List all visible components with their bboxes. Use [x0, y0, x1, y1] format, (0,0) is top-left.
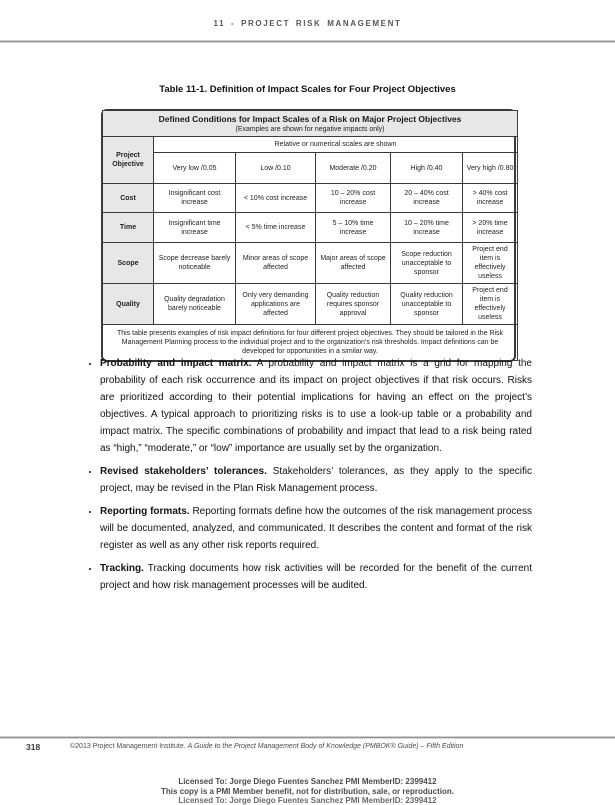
cell-quality-very-high: Project end item is effectively useless — [463, 284, 518, 325]
copyright-book-title: A Guide to the Project Management Body of Knowledge (PMBOK® Guide) – Fifth Edition — [187, 743, 464, 750]
row-label-time: Time — [103, 213, 154, 243]
cell-time-low: < 5% time increase — [236, 213, 316, 243]
cell-quality-high: Quality reduction unacceptable to sponsor — [391, 284, 463, 325]
table-caption: Table 11-1. Definition of Impact Scales for Four Project Objectives — [159, 84, 456, 95]
cell-cost-very-low: Insignificant cost increase — [154, 184, 236, 213]
cell-time-moderate: 5 – 10% time increase — [316, 213, 391, 243]
scale-header-high: High /0.40 — [391, 153, 463, 184]
cell-scope-very-high: Project end item is effectively useless — [463, 243, 518, 284]
bullet-text: A probability and impact matrix is a grid for mapping the probability of each risk occurrence and its impact on project objectives if that risk occurs. Risks are prioritized according to their potential implications for having an effect on the project’s objectives. A typical approach to prioritizing risks is to use a look-up table or a probability and impact matrix. The specific combinations of probability and impact that lead to a risk being rated as “high,” “moderate,” or “low” importance are usually set by the organization. — [100, 358, 532, 454]
corner-cell-project-objective: Project Objective — [103, 137, 154, 184]
cell-quality-moderate: Quality reduction requires sponsor approval — [316, 284, 391, 325]
bullet-text: Tracking documents how risk activities will be recorded for the benefit of the current project and how risk management processes will be audited. — [100, 563, 532, 591]
table-footnote: This table presents examples of risk impact definitions for four different project objectives. They should be tailored in the Risk Management Planning process to the individual project and to the organization’s risk thresholds. Impact definitions can be developed for opportunities in a similar way. — [103, 325, 518, 361]
footer-rule — [0, 736, 615, 739]
table-row-cost — [103, 184, 518, 213]
cell-cost-high: 20 – 40% cost increase — [391, 184, 463, 213]
scales-note-cell: Relative or numerical scales are shown — [154, 137, 518, 153]
cell-cost-low: < 10% cost increase — [236, 184, 316, 213]
cell-scope-low: Minor areas of scope affected — [236, 243, 316, 284]
cell-cost-moderate: 10 – 20% cost increase — [316, 184, 391, 213]
scale-header-row — [103, 153, 518, 184]
license-stamp — [0, 777, 615, 796]
list-item-probability-impact-matrix — [100, 355, 532, 457]
scale-header-low: Low /0.10 — [236, 153, 316, 184]
scales-note-row — [103, 137, 518, 153]
cell-cost-very-high: > 40% cost increase — [463, 184, 518, 213]
bullet-text: Reporting formats define how the outcomes of the risk management process will be documented, analyzed, and communicated. It describes the content and format of the risk register as well as any other risk reports required. — [100, 506, 532, 551]
cell-time-high: 10 – 20% time increase — [391, 213, 463, 243]
cell-scope-high: Scope reduction unacceptable to sponsor — [391, 243, 463, 284]
cell-scope-very-low: Scope decrease barely noticeable — [154, 243, 236, 284]
impact-scales-table — [101, 109, 516, 362]
table-header-band-row — [103, 111, 518, 137]
bullet-list — [86, 355, 532, 600]
license-line-1: Licensed To: Jorge Diego Fuentes Sanchez PMI MemberID: 2399412 — [178, 777, 437, 786]
table-header-title: Defined Conditions for Impact Scales of a Risk on Major Project Objectives — [158, 113, 462, 124]
bullet-lead: Revised stakeholders’ tolerances. — [100, 466, 267, 477]
table-row-time — [103, 213, 518, 243]
bullet-lead: Tracking. — [100, 563, 144, 574]
copyright-prefix: ©2013 Project Management Institute. — [70, 743, 188, 750]
row-label-quality: Quality — [103, 284, 154, 325]
table-header-band — [103, 111, 518, 137]
bullet-lead: Reporting formats. — [100, 506, 190, 517]
list-item-revised-stakeholders-tolerances — [100, 463, 532, 497]
cell-time-very-high: > 20% time increase — [463, 213, 518, 243]
row-label-cost: Cost — [103, 184, 154, 213]
bullet-lead: Probability and impact matrix. — [100, 358, 252, 369]
bullet-text: Stakeholders’ tolerances, as they apply to the specific project, may be revised in the Plan Risk Management process. — [100, 466, 532, 494]
list-item-tracking — [100, 560, 532, 594]
header-rule — [0, 40, 615, 43]
license-clipped-line: Licensed To: Jorge Diego Fuentes Sanchez PMI MemberID: 2399412 — [178, 796, 437, 805]
page-number: 318 — [26, 742, 41, 752]
table-row-scope — [103, 243, 518, 284]
list-item-reporting-formats — [100, 503, 532, 554]
cell-scope-moderate: Major areas of scope affected — [316, 243, 391, 284]
cell-quality-very-low: Quality degradation barely noticeable — [154, 284, 236, 325]
table-header-subtitle: (Examples are shown for negative impacts only) — [235, 125, 385, 133]
row-label-scope: Scope — [103, 243, 154, 284]
scale-header-very-high: Very high /0.80 — [463, 153, 518, 184]
table-row-quality — [103, 284, 518, 325]
license-line-2: This copy is a PMI Member benefit, not for distribution, sale, or reproduction. — [161, 786, 454, 796]
chapter-header: 11 - PROJECT RISK MANAGEMENT — [213, 19, 402, 28]
scale-header-moderate: Moderate /0.20 — [316, 153, 391, 184]
cell-quality-low: Only very demanding applications are affected — [236, 284, 316, 325]
scale-header-very-low: Very low /0.05 — [154, 153, 236, 184]
copyright-line — [70, 743, 530, 750]
cell-time-very-low: Insignificant time increase — [154, 213, 236, 243]
